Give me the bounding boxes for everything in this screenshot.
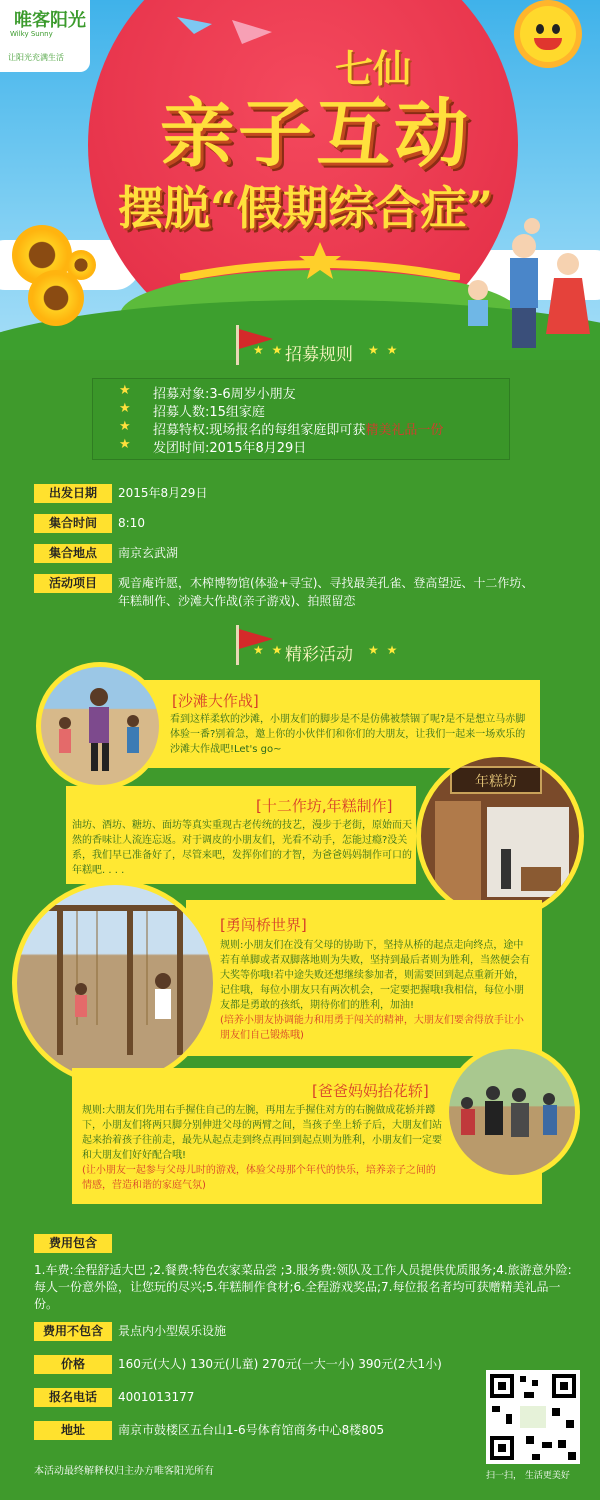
price-value: 160元(大人) 130元(儿童) 270元(一大一小) 390元(2大1小) [118,1357,442,1371]
activity-text: 规则:大朋友们先用右手握住自己的左腕，再用左手握住对方的右腕做成花轿并蹲下，小朋友们将两只脚分别伸进父母的两臂之间，当孩子坐上轿子后，大朋友们站起来抬着孩子往前走，最先从起点走到终点再回到起点则为胜利，小朋友们一定要和大朋友们好好配合哦! (让小朋友一起参与父母儿时的游戏，体验父母那个年代的快乐，培养亲子之间的情感，营造和谐的家庭气氛) [82,1105,442,1191]
activities-value: 观音庵许愿，木榨博物馆(体验+寻宝)、寻找最美孔雀、登高望远、十二作坊、年糕制作、沙滩大作战(亲子游戏)、拍照留恋 [118,576,534,608]
activity-text: 看到这样柔软的沙滩，小朋友们的脚步是不是仿佛被禁锢了呢?是不是想立马赤脚体验一番?别着急，邀上你的小伙伴们和你们的大朋友，让我们一起来一场欢乐的沙滩大作战吧!Let's go~ [170,714,526,755]
stars-icon: ★ ★ [253,643,285,657]
fees-excluded-value: 景点内小型娱乐设施 [118,1324,227,1338]
activities-label: 活动项目 [34,574,112,593]
star-icon: ★ [119,383,131,398]
beach-game-photo [36,662,164,790]
star-icon: ★ [119,437,131,452]
meeting-place-value: 南京玄武湖 [118,546,179,560]
stars-icon: ★ ★ [368,343,400,357]
stars-icon: ★ ★ [368,643,400,657]
fees-included-text: 1.车费:全程舒适大巴 ;2.餐费:特色农家菜品尝 ;3.服务费:领队及工作人员提供优质服务;4.旅游意外险:每人一份意外险，让您玩的尽兴;5.年糕制作食材;6.全程游戏奖品;7.每位报名者均可获赠精美礼品一份。 [34,1263,572,1311]
brand-logo [0,0,90,72]
departure-date-label: 出发日期 [34,484,112,503]
address-value: 南京市鼓楼区五台山1-6号体育馆商务中心8楼805 [118,1423,385,1437]
hero-top-line: 七仙 [335,46,412,91]
hero-subtitle: 摆脱“假期综合症” [118,181,493,235]
phone-label: 报名电话 [34,1388,112,1407]
meeting-place-label: 集合地点 [34,544,112,563]
hero-title: 亲子互动 [160,91,472,177]
logo-english: Wilky Sunny [10,30,53,38]
meeting-time-label: 集合时间 [34,514,112,533]
recruit-row: 发团时间:2015年8月29日 [153,441,307,456]
activity-title: [十二作坊,年糕制作] [256,797,393,815]
star-icon: ★ [119,419,131,434]
workshop-photo [416,752,584,920]
recruit-row: 招募对象:3-6周岁小朋友 [153,387,296,402]
activities-section-header [0,625,600,665]
stars-icon: ★ ★ [253,343,285,357]
recruit-row: 招募特权:现场报名的每组家庭即可获精美礼品一份 [153,423,444,438]
activity-text: 规则:小朋友们在没有父母的协助下，坚持从桥的起点走向终点，途中若有单脚或者双脚落地则为失败，坚持到最后者则为胜利，当然便会有大奖等你哦!若中途失败还想继续参加者，则需要回到起点重新开始，记住哦，每位小朋友只有两次机会，一定要把握哦!我相信，每位小朋友都是勇敢的孩纸，期待你们的胜利，加油! (培养小朋友协调能力和用勇于闯关的精神，大朋友们要舍得放手让小朋友们自己锻炼哦) [220,940,530,1041]
recruit-title: 招募规则 [285,345,353,365]
sedan-chair-game-photo [444,1044,580,1180]
activity-title: [爸爸妈妈抬花轿] [312,1082,429,1100]
ribbon-star-icon [180,240,460,280]
recruit-section-header [0,325,600,365]
shop-sign-text: 年糕坊 [475,774,517,790]
paper-plane-icon [172,12,272,52]
price-label: 价格 [34,1355,112,1374]
meeting-time-value: 8:10 [118,516,145,530]
hero-banner [0,0,600,360]
recruit-row: 招募人数:15组家庭 [153,405,265,420]
qr-caption: 扫一扫， 生活更美好 [486,1471,570,1481]
star-icon: ★ [119,401,131,416]
footer-disclaimer: 本活动最终解释权归主办方唯客阳光所有 [34,1466,214,1477]
logo-slogan: 让阳光充满生活 [8,53,64,62]
qr-code-icon[interactable] [486,1370,580,1464]
sunflower-icon [66,250,96,280]
activity-text: 油坊、酒坊、糖坊、面坊等真实重现古老传统的技艺，漫步于老街，原始而天然的香味让人流连忘返。对于调皮的小朋友们，光看不动手，怎能过瘾?没关系，我们早已准备好了，尽管来吧，发挥你们的才智，为爸爸妈妈制作可口的年糕吧. . . . [72,820,412,876]
departure-date-value: 2015年8月29日 [118,486,208,500]
activity-title: [勇闯桥世界] [220,916,307,934]
bridge-challenge-photo [12,880,218,1086]
fees-included-label: 费用包含 [34,1234,112,1253]
address-label: 地址 [34,1421,112,1440]
activities-title: 精彩活动 [285,645,353,665]
fees-excluded-label: 费用不包含 [34,1322,112,1341]
activity-title: [沙滩大作战] [172,692,259,710]
sun-mascot-icon [520,6,576,62]
recruit-box [92,378,510,460]
phone-value[interactable]: 4001013177 [118,1390,195,1404]
logo-name: 唯客阳光 [14,10,86,31]
